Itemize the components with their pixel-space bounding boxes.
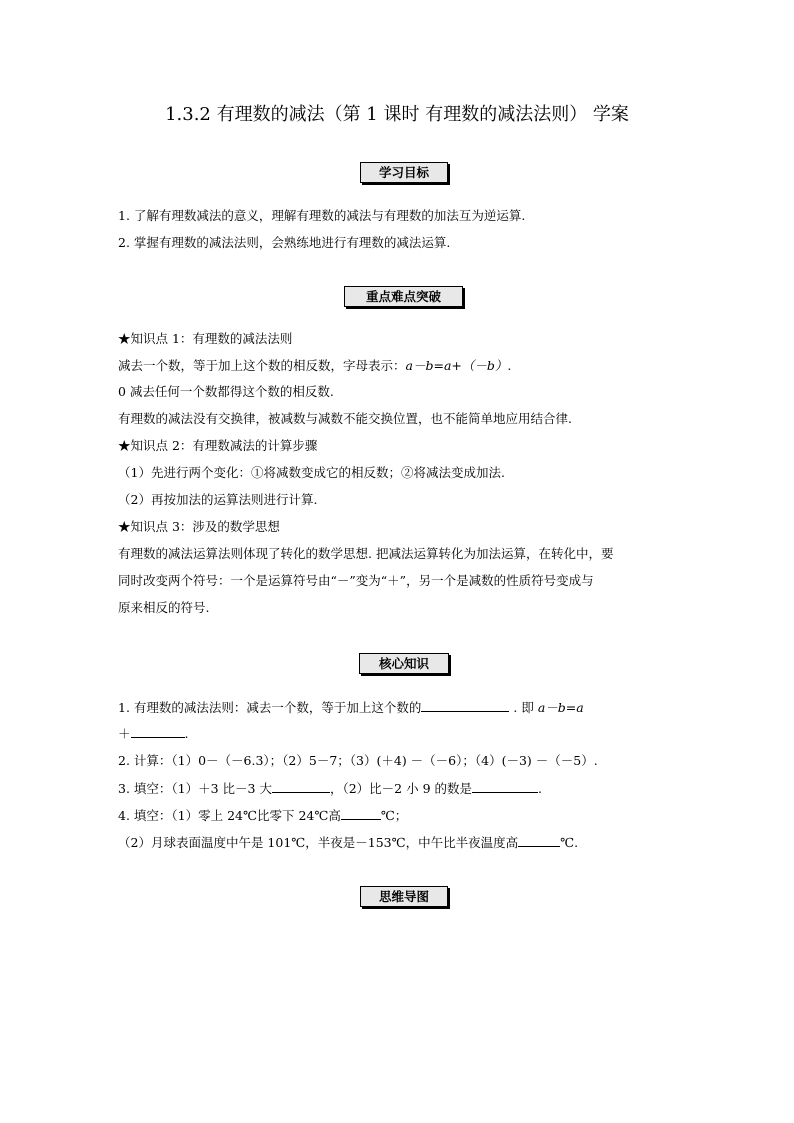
subtraction-rule-end: .: [507, 358, 512, 373]
knowledge-point-1-heading: ★知识点 1：有理数的减法法则: [118, 331, 293, 346]
knowledge-point-3-heading: ★知识点 3：涉及的数学思想: [118, 519, 280, 534]
subtraction-rule: [118, 358, 511, 374]
question-1: [118, 699, 584, 716]
question-2: 2. 计算：（1）0－（－6.3）；（2）5－7；（3）(＋4) －（－6）；（4）(－3) －（－5）.: [118, 753, 598, 768]
question-4b-end: ℃.: [560, 835, 579, 850]
question-4: [118, 807, 407, 824]
answer-blank[interactable]: [421, 699, 509, 712]
question-3-end: .: [538, 781, 542, 796]
question-1-text: 1. 有理数的减法法则：减去一个数，等于加上这个数的: [118, 700, 422, 715]
knowledge-point-2-heading: ★知识点 2：有理数减法的计算步骤: [118, 438, 318, 453]
answer-blank[interactable]: [341, 807, 381, 820]
subtraction-rule-text: 减去一个数，等于加上这个数的相反数，字母表示：: [118, 358, 406, 373]
step-1: （1）先进行两个变化：①将减数变成它的相反数；②将减法变成加法.: [118, 465, 505, 480]
question-3: [118, 780, 542, 797]
no-commutative-note: 有理数的减法没有交换律，被减数与减数不能交换位置，也不能简单地应用结合律.: [118, 411, 572, 426]
question-1-continued: [118, 725, 189, 742]
answer-blank[interactable]: [518, 834, 560, 847]
section-heading-mind-map: 思维导图: [360, 886, 448, 907]
question-4b-text: （2）月球表面温度中午是 101℃，半夜是－153℃，中午比半夜温度高: [118, 835, 519, 850]
zero-subtraction-note: 0 减去任何一个数都得这个数的相反数.: [118, 384, 334, 399]
objective-item-1: 1. 了解有理数减法的意义，理解有理数的减法与有理数的加法互为逆运算.: [118, 208, 526, 223]
thought-line-3: 原来相反的符号.: [118, 600, 210, 615]
objective-item-2: 2. 掌握有理数的减法法则，会熟练地进行有理数的减法运算.: [118, 235, 451, 250]
question-4-end: ℃；: [380, 808, 408, 823]
section-heading-objectives: 学习目标: [360, 162, 448, 183]
answer-blank[interactable]: [472, 780, 538, 793]
thought-line-2: 同时改变两个符号：一个是运算符号由“－”变为“＋”，另一个是减数的性质符号变成与: [118, 573, 594, 588]
question-1-mid: . 即: [509, 700, 538, 715]
section-heading-core-knowledge: 核心知识: [359, 653, 449, 674]
question-1-end: .: [184, 726, 189, 741]
question-3-mid: ，（2）比－2 小 9 的数是: [329, 781, 472, 796]
step-2: （2）再按加法的运算法则进行计算.: [118, 492, 318, 507]
question-1-plus: ＋: [118, 726, 131, 741]
thought-line-1: 有理数的减法运算法则体现了转化的数学思想. 把减法运算转化为加法运算，在转化中，要: [118, 546, 614, 561]
question-1-formula: a－b=a: [537, 700, 584, 715]
question-4-text: 4. 填空：（1）零上 24℃比零下 24℃高: [118, 808, 341, 823]
subtraction-rule-formula: a－b=a+（－b）: [405, 358, 508, 373]
section-heading-key-points: 重点难点突破: [344, 286, 463, 307]
question-3-text: 3. 填空：（1）＋3 比－3 大: [118, 781, 272, 796]
question-4-part-2: [118, 834, 578, 851]
answer-blank[interactable]: [131, 725, 185, 738]
page-title: 1.3.2 有理数的减法（第 1 课时 有理数的减法法则） 学案: [165, 104, 629, 125]
answer-blank[interactable]: [272, 780, 330, 793]
